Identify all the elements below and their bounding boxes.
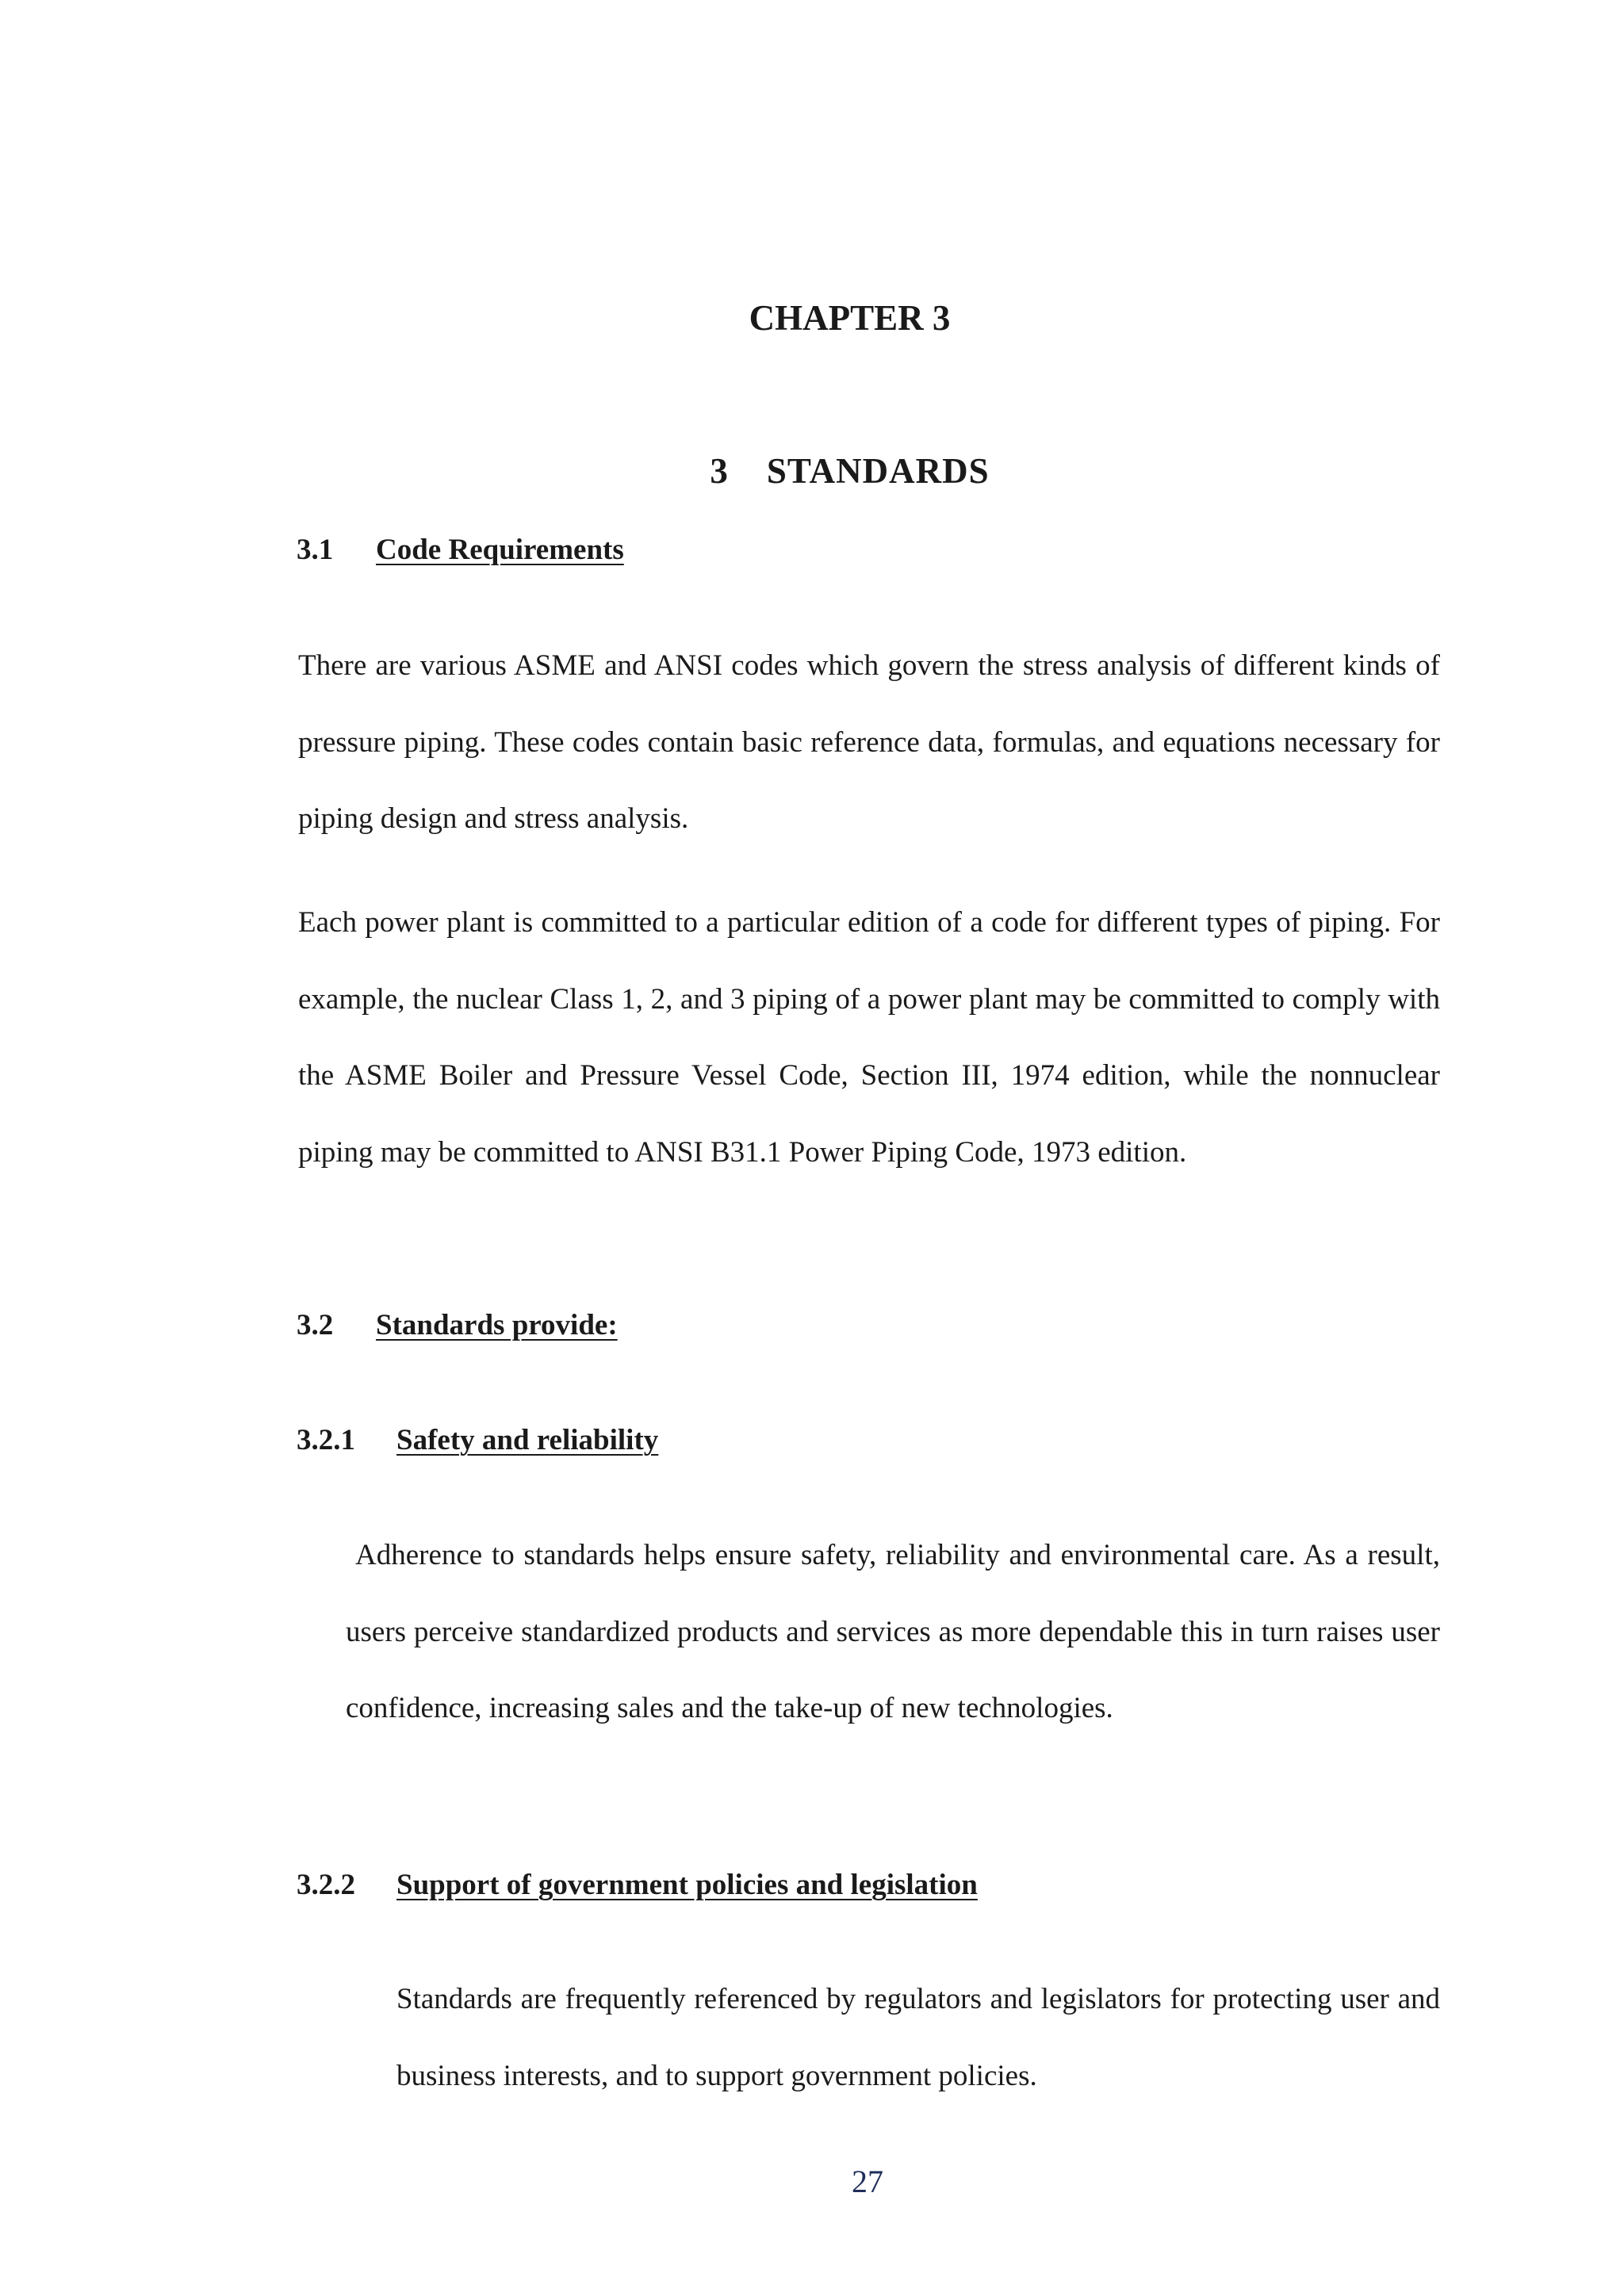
heading-number: 3.2.1 xyxy=(297,1424,355,1456)
section-title xyxy=(0,450,1624,492)
heading-3-2 xyxy=(297,1308,618,1342)
paragraph-code-requirements-1: There are various ASME and ANSI codes which govern the stress analysis of different kinds of pressure piping. These codes contain basic reference data, formulas, and equations necessary for piping design and stress analysis. xyxy=(298,649,1440,835)
paragraph-code-requirements-2: Each power plant is committed to a particular edition of a code for different types of piping. For example, the nuclear Class 1, 2, and 3 piping of a power plant may be committed to comply with the ASME Boiler and Pressure Vessel Code, Section III, 1974 edition, while the nonnuclear piping may be committed to ANSI B31.1 Power Piping Code, 1973 edition. xyxy=(298,906,1440,1169)
page-number: 27 xyxy=(852,2164,883,2199)
heading-number: 3.2.2 xyxy=(297,1869,355,1901)
heading-3-2-2 xyxy=(297,1868,978,1902)
chapter-title: CHAPTER 3 xyxy=(749,298,951,338)
heading-number: 3.2 xyxy=(297,1309,334,1341)
heading-text: Code Requirements xyxy=(376,534,624,566)
paragraph-safety-reliability: Adherence to standards helps ensure safety, reliability and environmental care. As a result, users perceive standardized products and services as more dependable this in turn raises user confidence, increasing sales and the take-up of new technologies. xyxy=(346,1539,1440,1724)
heading-text: Support of government policies and legislation xyxy=(396,1869,978,1901)
heading-text: Standards provide: xyxy=(376,1309,618,1341)
section-title-text: STANDARDS xyxy=(766,451,990,491)
heading-3-1 xyxy=(297,533,624,567)
section-number: 3 xyxy=(710,451,729,491)
heading-3-2-1 xyxy=(297,1423,658,1457)
paragraph-government-policies: Standards are frequently referenced by regulators and legislators for protecting user and business interests, and to support government policies. xyxy=(396,1983,1440,2092)
heading-text: Safety and reliability xyxy=(396,1424,659,1456)
heading-number: 3.1 xyxy=(297,534,334,566)
